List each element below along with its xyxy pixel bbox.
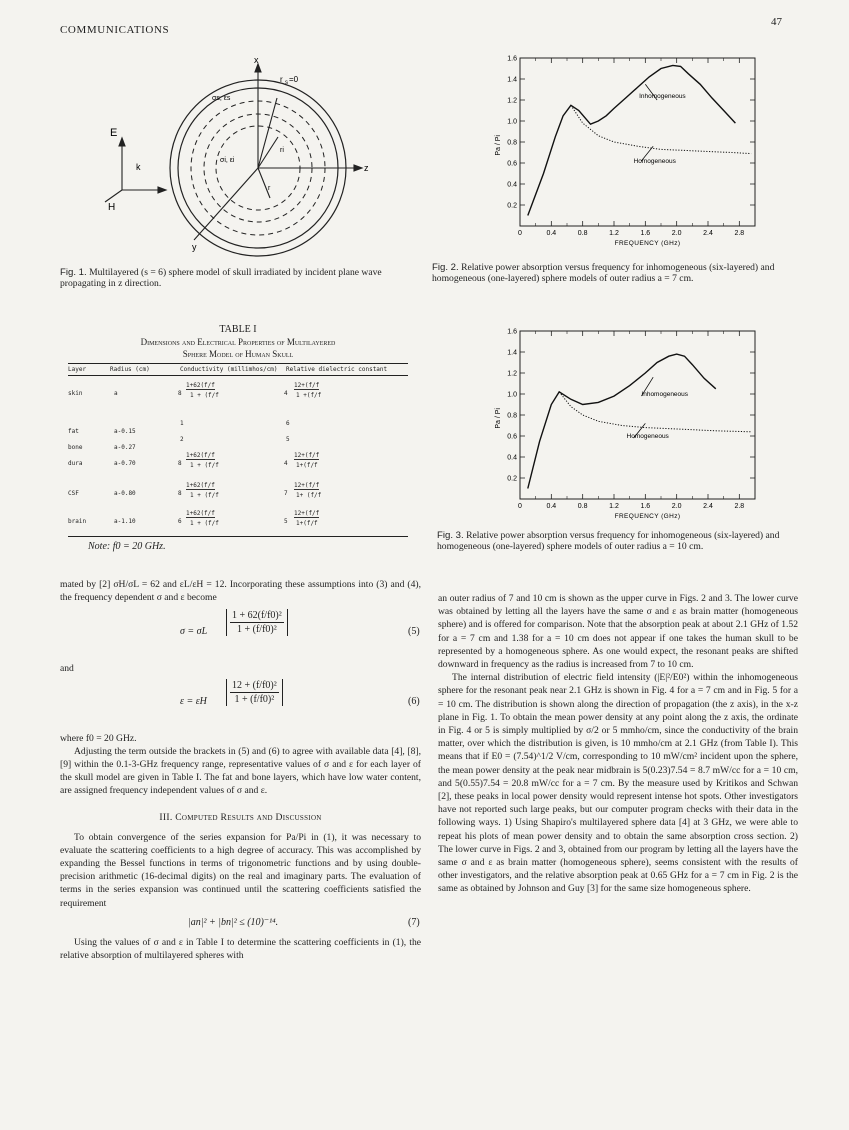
eq6-numerator: 12 + (f/f0)² (232, 679, 277, 691)
series-line-homogeneous (571, 105, 751, 153)
x-tick-label: 0 (518, 230, 522, 237)
fig1-caption-label: Fig. 1. (60, 267, 87, 278)
table-cell-radius: a-0.70 (114, 460, 136, 467)
equation-5 (60, 604, 421, 666)
x-tick-label: 1.6 (640, 230, 651, 237)
table-cell-layer: bone (68, 444, 83, 451)
table1-subtitle-2: Sphere Model of Human Skull (182, 349, 294, 359)
table-cell-cond-den: 1 + (f/f (190, 462, 219, 469)
table-cell-cond-coef: 8 (178, 390, 182, 397)
r-vector (258, 168, 270, 198)
left-column (60, 578, 421, 962)
x-tick-label: 1.6 (640, 503, 651, 510)
y-axis-label: y (192, 242, 197, 252)
table-cell-dielectric: 6 (286, 420, 290, 427)
y-tick-label: 1.2 (507, 370, 517, 378)
table1-body (68, 376, 408, 537)
table1-header-row (68, 363, 408, 376)
fig2-caption-label: Fig. 2. (432, 262, 459, 273)
eq6-number: (6) (408, 695, 420, 707)
x-tick-label: 2.8 (734, 503, 745, 510)
x-tick-label: 0.8 (577, 230, 588, 237)
left-para-1: mated by [2] σH/σL = 62 and εL/εH = 12. Incorporating these assumptions into (3) and (4), the frequency dependent σ and ε become (60, 579, 421, 604)
running-header: COMMUNICATIONS (60, 24, 170, 36)
y-axis-label: Pa / Pi (495, 135, 502, 156)
fig1-caption-text: Multilayered (s = 6) sphere model of skull irradiated by incident plane wave propagating in z direction. (60, 267, 382, 289)
x-tick-label: 2.0 (671, 503, 682, 510)
y-tick-label: 1.6 (507, 55, 517, 63)
y-tick-label: 0.2 (507, 202, 517, 210)
z-axis-label: z (364, 163, 369, 173)
y-tick-label: 1.0 (507, 391, 517, 399)
table-cell-radius: a-0.80 (114, 490, 136, 497)
eq5-number: (5) (408, 626, 420, 638)
rs-eq-label: =0 (289, 75, 299, 84)
series-label: Homogeneous (633, 158, 676, 165)
x-tick-label: 0.4 (546, 230, 557, 237)
col-conductivity: Conductivity (millimhos/cm) (180, 366, 278, 373)
table-cell-radius: a (114, 390, 118, 397)
table1-note: Note: f0 = 20 GHz. (88, 541, 166, 552)
table1-subtitle-1: Dimensions and Electrical Properties of Multilayered (140, 337, 336, 347)
table-cell-eps-num: 12+(f/f (294, 382, 320, 389)
y-tick-label: 0.6 (507, 433, 517, 441)
table-cell-eps-num: 12+(f/f (294, 452, 320, 459)
x-tick-label: 2.0 (671, 230, 682, 237)
fig1-sphere-diagram (100, 50, 410, 260)
table-cell-cond-coef: 8 (178, 490, 182, 497)
left-para-4: To obtain convergence of the series expansion for Pa/Pi in (1), it was necessary to evaluate the scattering coefficients to a high degree of accuracy. This was accomplished by expanding the Bessel functions in terms of trigonometric functions and by using double-precision arithmetic (16-decimal digits) on the real and imaginary parts. The evaluation of terms in the series expansion was continued until the scattering coefficients satisfied the requirement (60, 831, 421, 909)
x-tick-label: 2.8 (734, 230, 745, 237)
y-tick-label: 0.4 (507, 454, 517, 462)
sigma-i-label: σi, εi (220, 157, 235, 164)
right-para-1: an outer radius of 7 and 10 cm is shown as the upper curve in Figs. 2 and 3. The lower curve was obtained by letting all the layers have the same σ and ε as brain matter (homogeneous sphere) and is offered for comparison. Note that the absorption peak at about 2.1 GHz of 1.52 for a = 7 cm and 1.38 for a = 10 cm does not appear if one takes the human skull to be represented by a homogeneous sphere. As one would expect, the resonant peaks are shifted downward in frequency as the radius is increased from 7 to 10 cm. (438, 593, 798, 671)
x-tick-label: 0.8 (577, 503, 588, 510)
right-para-2: The internal distribution of electric field intensity (|E|²/E0²) within the inhomogeneous sphere for the resonant peak near 2.1 GHz is shown in Fig. 4 for a = 7 cm and in Fig. 5 for a = 10 cm. The distribution is shown along the direction of propagation (the z axis), in the x-z plane in Fig. 1. To obtain the mean power density at any point along the z axis, the ordinate in Fig. 4 or 5 is simply multiplied by σ/2 or 5 mmho/cm, since the conductivity of the brain matter, over which the distribution is given, is 10 mmho/cm at 2.1 GHz (from Table I). This means that if E0 = (7.54)^1/2 V/cm, corresponding to 10 mW/cm² incident upon the sphere, the mean power density at the peak near midbrain is 5(0.23)7.54 = 8.7 mW/cc for a = 10 cm, and 5(0.55)7.54 = 20.8 mW/cc for a = 7 cm. By the measure used by Kritikos and Schwan [2], these peaks in local power density would represent intense hot spots. Other investigators have not reported such large peaks, but our computer program checks with their data in the following ways. 1) Using Shapiro's multilayered sphere data [4] at 3 GHz, we were able to repeat his plots of mean power density and to obtain the same absorption cross section. 2) The lower curve in Figs. 2 and 3, obtained from our program by letting all the layers have the same σ and ε as brain matter (homogeneous sphere), seems consistent with the results of other investigators, and the relative absorption peak at 0.65 GHz for a = 7 cm in Fig. 2 is the same as obtained by Johnson and Guy [3] for the same size homogeneous sphere. (438, 672, 798, 895)
x-axis-label: x (254, 55, 259, 65)
eq7-body: |an|² + |bn|² ≤ (10)⁻¹⁴. (188, 916, 279, 928)
x-axis-label: FREQUENCY (GHz) (614, 240, 681, 247)
right-column (438, 592, 798, 896)
table-cell-eps-den: 1+(f/f (296, 520, 318, 527)
y-tick-label: 1.4 (507, 76, 517, 84)
plot-frame (520, 331, 755, 499)
fig1-caption (60, 268, 416, 289)
table-cell-eps-coef: 4 (284, 460, 288, 467)
y-tick-label: 0.6 (507, 160, 517, 168)
table1-title: TABLE I (219, 324, 257, 335)
table-cell-cond-num: 1+62(f/f (186, 510, 215, 517)
and-word: and (60, 663, 74, 675)
y-axis-label: Pa / Pi (495, 408, 502, 429)
table-cell-cond-coef: 6 (178, 518, 182, 525)
table-cell-dielectric: 5 (286, 436, 290, 443)
y-tick-label: 0.2 (507, 475, 517, 483)
plot-frame (520, 58, 755, 226)
table-cell-layer: dura (68, 460, 83, 467)
y-tick-label: 1.4 (507, 349, 517, 357)
table-cell-radius: a-0.27 (114, 444, 136, 451)
y-tick-label: 0.4 (507, 181, 517, 189)
fig3-caption (437, 531, 797, 552)
y-tick-label: 1.0 (507, 118, 517, 126)
page-number: 47 (771, 16, 782, 28)
h-label: H (108, 202, 116, 213)
equation-6 (60, 676, 421, 732)
y-tick-label: 1.2 (507, 97, 517, 105)
table-cell-layer: skin (68, 390, 83, 397)
table-cell-eps-coef: 5 (284, 518, 288, 525)
series-label: Inhomogeneous (639, 92, 686, 100)
x-tick-label: 0.4 (546, 503, 557, 510)
table-cell-eps-num: 12+(f/f (294, 510, 320, 517)
y-tick-label: 0.8 (507, 412, 517, 420)
left-para-3: Adjusting the term outside the brackets in (5) and (6) to agree with available data [4], [8], [9] within the 0.1-3-GHz frequency range, representative values of σ and ε for each layer of the skull model are given in Table I. The fat and bone layers, which have low water content, are assigned frequency independent values of σ and ε. (60, 745, 421, 797)
table-cell-layer: fat (68, 428, 79, 435)
fig2-chart (480, 50, 780, 255)
eq5-bracket (226, 609, 288, 636)
equation-7 (60, 910, 421, 936)
rs-sub-label: s (285, 80, 288, 86)
eq6-bracket (226, 679, 283, 706)
table-cell-radius: a-0.15 (114, 428, 136, 435)
table-cell-conductivity: 2 (180, 436, 184, 443)
x-tick-label: 2.4 (703, 230, 713, 237)
eq6-denominator: 1 + (f/f0)² (234, 693, 275, 705)
h-field-line (105, 190, 122, 202)
fig3-chart (480, 323, 780, 528)
left-para-2: where f0 = 20 GHz. (60, 732, 137, 744)
table-cell-cond-num: 1+62(f/f (186, 382, 215, 389)
table-cell-layer: CSF (68, 490, 79, 497)
x-tick-label: 1.2 (609, 230, 619, 237)
table-cell-cond-num: 1+62(f/f (186, 482, 215, 489)
table-cell-conductivity: 1 (180, 420, 184, 427)
eq5-lhs: σ = σL (180, 626, 208, 638)
table-cell-cond-den: 1 + (f/f (190, 520, 219, 527)
left-para-5: Using the values of σ and ε in Table I to determine the scattering coefficients in (1), the relative absorption of multilayered spheres with (60, 936, 421, 962)
sigma-s-label: σs, εs (212, 95, 231, 102)
section-heading: III. Computed Results and Discussion (159, 811, 322, 823)
eq7-number: (7) (408, 916, 420, 928)
fig2-caption-text: Relative power absorption versus frequency for inhomogeneous (six-layered) and homogeneous (one-layered) sphere models of outer radius a = 7 cm. (432, 262, 775, 284)
table-cell-radius: a-1.10 (114, 518, 136, 525)
table-cell-layer: brain (68, 518, 87, 525)
table-cell-cond-num: 1+62(f/f (186, 452, 215, 459)
table1 (68, 324, 408, 552)
eq6-lhs: ε = εH (180, 695, 207, 707)
table-cell-eps-den: 1+ (f/f (296, 492, 322, 499)
table-cell-eps-num: 12+(f/f (294, 482, 320, 489)
table-cell-eps-coef: 7 (284, 490, 288, 497)
eq5-numerator: 1 + 62(f/f0)² (232, 610, 282, 622)
table-cell-cond-den: 1 + (f/f (190, 492, 219, 499)
ri-label: ri (280, 147, 284, 154)
x-axis-arrow (255, 64, 261, 72)
fig2-caption (432, 263, 796, 284)
k-label: k (136, 162, 141, 172)
rs-radius (258, 98, 277, 168)
col-dielectric: Relative dielectric constant (286, 366, 388, 373)
eq5-denominator: 1 + (f/f0)² (237, 624, 277, 636)
y-axis-line (194, 168, 258, 240)
e-label: E (110, 127, 118, 139)
x-tick-label: 2.4 (703, 503, 713, 510)
ri-radius (258, 137, 278, 168)
col-radius: Radius (cm) (110, 366, 150, 373)
table-cell-cond-den: 1 + (f/f (190, 392, 219, 399)
series-label: Inhomogeneous (641, 391, 689, 399)
z-axis-arrow (354, 165, 362, 171)
rs-label: r (280, 75, 283, 84)
fig3-caption-text: Relative power absorption versus frequency for inhomogeneous (six-layered) and homogeneous (one-layered) sphere models of outer radius a = 10 cm. (437, 530, 780, 552)
fig3-caption-label: Fig. 3. (437, 530, 464, 541)
col-layer: Layer (68, 366, 87, 373)
series-label: Homogeneous (626, 433, 669, 441)
series-line-inhomogeneous (528, 65, 736, 215)
y-tick-label: 0.8 (507, 139, 517, 147)
r-label: r (268, 185, 271, 192)
x-axis-label: FREQUENCY (GHz) (614, 513, 681, 520)
table-cell-eps-coef: 4 (284, 390, 288, 397)
y-tick-label: 1.6 (507, 328, 517, 336)
series-line-inhomogeneous (528, 354, 716, 488)
table-cell-eps-den: 1+(f/f (296, 462, 318, 469)
x-tick-label: 0 (518, 503, 522, 510)
table-cell-eps-den: 1 +(f/f (296, 392, 322, 399)
table-cell-cond-coef: 8 (178, 460, 182, 467)
x-tick-label: 1.2 (609, 503, 619, 510)
